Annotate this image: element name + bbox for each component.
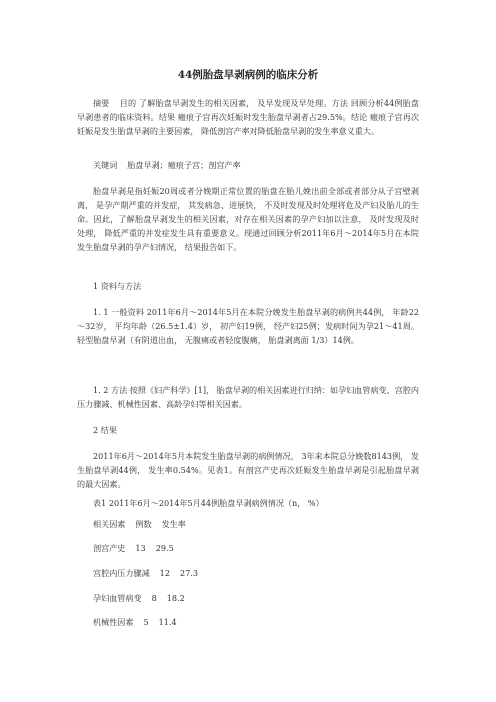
table-header-cell: 相关因素 <box>93 519 126 529</box>
table-cell: 13 <box>135 543 146 553</box>
table-cell: 宫腔内压力骤减 <box>93 568 150 578</box>
table-header-cell: 例数 <box>135 519 152 529</box>
table-caption: 表1 2011年6月～2014年5月44例胎盘早剥病例情况（n， %） <box>93 498 324 508</box>
table-cell: 8 <box>151 593 157 603</box>
section2-result-paragraph: 2011年6月～2014年5月本院发生胎盘早剥的病例情况， 3年来本院总分娩数8143例， 发生胎盘早剥44例， 发生率0.54%。见表1。有剖宫产史再次妊娠发生胎盘早剥是引起胎盘早剥的最大因素。 <box>77 451 419 489</box>
table-row <box>93 567 198 579</box>
abstract-paragraph <box>77 96 419 138</box>
table-cell: 18.2 <box>166 593 185 603</box>
table-cell: 12 <box>159 568 170 578</box>
section2-heading: 2 结果 <box>93 425 117 435</box>
keywords-paragraph <box>77 158 419 172</box>
table-cell: 剖宫产史 <box>93 543 126 553</box>
table-cell: 29.5 <box>155 543 174 553</box>
section1-general-paragraph: 1. 1 一般资料 2011年6月～2014年5月在本院分娩发生胎盘早剥的病例共44例， 年龄22～32岁， 平均年龄（26.5±1.4）岁， 初产妇19例， 经产妇25例；发病时间为孕21～41周。轻型胎盘早剥（有阴道出血， 无腹痛或者轻度腹痛， 胎盘剥离面 1/3）14例。 <box>77 307 419 345</box>
section1-method-paragraph: 1. 2 方法 按照《妇产科学》[1]， 胎盘早剥的相关因素进行归纳：如孕妇血管病变、宫腔内压力骤减、机械性因素、高龄孕妇等相关因素。 <box>77 385 420 409</box>
keywords-text: 胎盘早剥；瘢痕子宫；剖宫产率 <box>127 160 241 170</box>
table-header-cell: 发生率 <box>161 519 186 529</box>
table-cell: 机械性因素 <box>93 617 134 627</box>
keywords-label: 关键词 <box>93 160 118 170</box>
intro-paragraph: 胎盘早剥是指妊娠20周或者分娩期正常位置的胎盘在胎儿娩出前全部或者部分从子宫壁剥离， 是孕产期严重的并发症， 其发病急、进展快， 不及时发现及时处理将危及产妇及胎儿的生命。因此，了解胎盘早剥发生的相关因素，对存在相关因素的孕产妇加以注意， 及时发现及时处理， 降低严重的并发症发生具有重要意义。现通过回顾分析2011年6月～2014年5月在本院发生胎盘早剥的孕产妇情况， 结果报告如下。 <box>77 186 419 252</box>
table-cell: 孕妇血管病变 <box>93 593 142 603</box>
table-header-row <box>93 518 186 530</box>
section1-heading: 1 资料与方法 <box>93 281 142 291</box>
table-row <box>93 616 177 628</box>
table-cell: 11.4 <box>158 617 177 627</box>
document-title: 44例胎盘早剥病例的临床分析 <box>177 69 319 81</box>
table-cell: 5 <box>143 617 149 627</box>
table-row <box>93 542 174 554</box>
table-cell: 27.3 <box>179 568 199 578</box>
table-row <box>93 592 185 604</box>
abstract-label: 摘要 <box>93 98 110 108</box>
abstract-text: 目的 了解胎盘早剥发生的相关因素， 及早发现及早处理。方法 回顾分析44例胎盘早剥患者的临床资料。结果 瘢痕子宫再次妊娠时发生胎盘早剥者占29.5%。结论 瘢痕子宫再次妊娠是发生胎盘早剥的主要因素， 降低剖宫产率对降低胎盘早剥的发生率意义重大。 <box>77 98 419 136</box>
